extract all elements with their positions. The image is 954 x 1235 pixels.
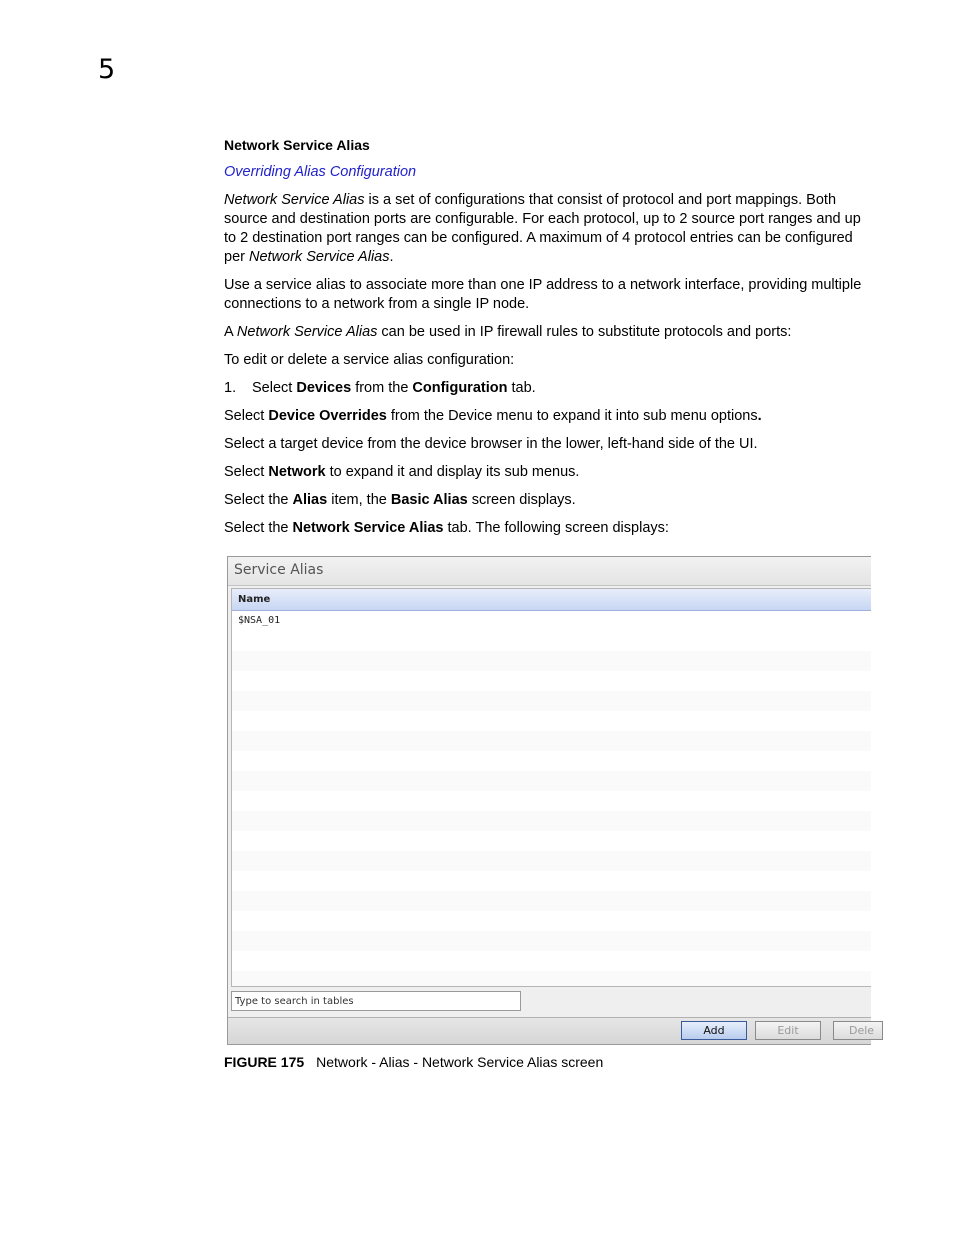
delete-button[interactable]: Dele (833, 1021, 883, 1040)
term-italic: Network Service Alias (249, 249, 390, 265)
table-empty-area (232, 631, 871, 986)
paragraph-firewall (224, 323, 870, 342)
paragraph-definition (224, 191, 870, 267)
figure-number: FIGURE 175 (224, 1054, 305, 1070)
service-alias-table (231, 588, 871, 987)
text: A (224, 324, 237, 340)
search-input[interactable]: Type to search in tables (231, 991, 521, 1011)
step-2: Select Device Overrides from the Device menu to expand it into sub menu options. (224, 408, 762, 424)
section-title: Network Service Alias (224, 137, 370, 153)
column-header-name[interactable]: Name (232, 589, 871, 611)
step-number: 1. (224, 380, 237, 396)
xref-link[interactable]: Overriding Alias Configuration (224, 164, 417, 180)
step-5: Select the Alias item, the Basic Alias screen displays. (224, 492, 576, 508)
text: is a set of configurations that consist of protocol and port mappings. Both source and destination ports are configurable. For each protocol, up to 2 source port ranges and up to 2 destination port ranges can be configured. A maximum of 4 protocol entries can be configured per (224, 192, 861, 265)
step-6: Select the Network Service Alias tab. The following screen displays: (224, 520, 669, 536)
add-button[interactable]: Add (681, 1021, 747, 1040)
step-4: Select Network to expand it and display its sub menus. (224, 464, 580, 480)
step-3: Select a target device from the device browser in the lower, left-hand side of the UI. (224, 436, 758, 452)
service-alias-screenshot (227, 556, 875, 1045)
term-italic: Network Service Alias (224, 192, 365, 208)
paragraph-usage: Use a service alias to associate more than one IP address to a network interface, providing multiple connections to a network from a single IP node. (224, 277, 862, 312)
term-italic: Network Service Alias (236, 324, 378, 340)
chapter-number: 5 (98, 54, 116, 85)
figure-caption (224, 1054, 603, 1070)
figure-title: Network - Alias - Network Service Alias screen (316, 1054, 604, 1070)
paragraph-intro: To edit or delete a service alias configuration: (224, 352, 515, 368)
step-1 (224, 379, 870, 398)
table-row[interactable]: $NSA_01 (232, 611, 871, 631)
screen-title: Service Alias (228, 557, 871, 586)
text: . (389, 249, 394, 265)
step-text: Select Devices from the Configuration tab. (252, 380, 536, 396)
document-body (224, 136, 870, 547)
edit-button[interactable]: Edit (755, 1021, 821, 1040)
text: can be used in IP firewall rules to substitute protocols and ports: (377, 324, 792, 340)
button-bar (228, 1017, 875, 1044)
